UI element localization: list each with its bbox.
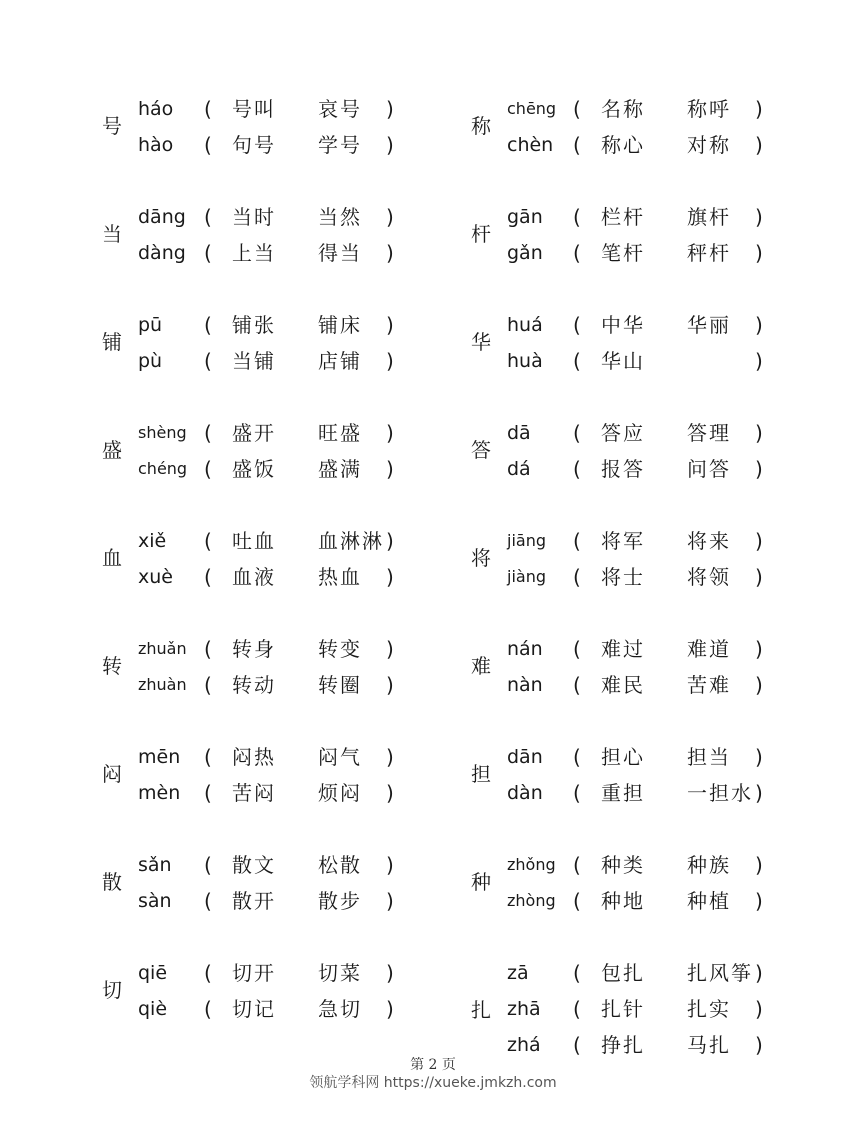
example-word: 闷热 [232,745,276,769]
example-word: 重担 [601,781,645,805]
pinyin: nán [507,638,543,660]
close-paren: ) [386,241,394,265]
example-word: 答理 [687,421,731,445]
example-word: 秤杆 [687,241,731,265]
example-word: 当铺 [232,349,276,373]
example-word: 马扎 [687,1033,731,1057]
reading-row [98,132,488,158]
example-word: 苦难 [687,673,731,697]
example-word: 名称 [601,97,645,121]
pinyin: dān [507,746,543,768]
close-paren: ) [386,421,394,445]
open-paren: ( [204,997,212,1021]
reading-row [98,564,488,590]
reading-row [467,312,857,338]
close-paren: ) [755,673,763,697]
pinyin: chéng [138,459,188,478]
reading-row [467,348,857,374]
entry-char: 称 [471,114,491,138]
example-word: 铺张 [232,313,276,337]
open-paren: ( [204,241,212,265]
example-word: 担心 [601,745,645,769]
pinyin: zhuǎn [138,639,187,658]
pinyin: háo [138,98,174,120]
pinyin: zā [507,962,529,984]
close-paren: ) [755,313,763,337]
close-paren: ) [386,853,394,877]
entry-char: 当 [102,222,122,246]
open-paren: ( [204,781,212,805]
entry-char: 号 [102,114,122,138]
entry-char: 盛 [102,438,122,462]
reading-row [98,348,488,374]
example-word: 扎风筝 [687,961,753,985]
pinyin: sǎn [138,854,172,876]
close-paren: ) [755,997,763,1021]
close-paren: ) [386,889,394,913]
open-paren: ( [204,637,212,661]
reading-row [98,312,488,338]
example-word: 难民 [601,673,645,697]
reading-row [98,888,488,914]
close-paren: ) [386,781,394,805]
open-paren: ( [204,889,212,913]
open-paren: ( [573,349,581,373]
pinyin: mèn [138,782,181,804]
reading-row [98,204,488,230]
open-paren: ( [573,241,581,265]
pinyin: jiāng [507,531,546,550]
open-paren: ( [573,529,581,553]
close-paren: ) [386,673,394,697]
close-paren: ) [755,1033,763,1057]
open-paren: ( [204,421,212,445]
reading-row [467,888,857,914]
reading-row [467,672,857,698]
entry-char: 血 [102,546,122,570]
close-paren: ) [386,349,394,373]
pinyin: dā [507,422,531,444]
reading-row [98,96,488,122]
open-paren: ( [573,673,581,697]
example-word: 散文 [232,853,276,877]
open-paren: ( [204,97,212,121]
open-paren: ( [573,1033,581,1057]
example-word: 切菜 [318,961,362,985]
site-watermark: 领航学科网 https://xueke.jmkzh.com [309,1075,557,1091]
pinyin: chēng [507,99,557,118]
pinyin: huà [507,350,543,372]
pinyin: shèng [138,423,187,442]
example-word: 转身 [232,637,276,661]
pinyin: gǎn [507,242,543,264]
pinyin: zhòng [507,891,556,910]
example-word: 对称 [687,133,731,157]
close-paren: ) [386,565,394,589]
reading-row [467,744,857,770]
page-number: 第 2 页 [410,1057,456,1073]
example-word: 店铺 [318,349,362,373]
open-paren: ( [573,97,581,121]
example-word: 栏杆 [601,205,645,229]
entry-12 [98,744,488,816]
pinyin: hào [138,134,174,156]
close-paren: ) [755,781,763,805]
reading-row [467,240,857,266]
reading-row [98,996,488,1022]
entry-1 [467,96,857,168]
example-word: 热血 [318,565,362,589]
close-paren: ) [755,133,763,157]
entry-14 [98,852,488,924]
example-word: 扎针 [601,997,645,1021]
example-word: 一担水 [687,781,753,805]
close-paren: ) [755,565,763,589]
close-paren: ) [386,529,394,553]
pinyin: dāng [138,206,186,228]
pinyin: dá [507,458,531,480]
entry-char: 转 [102,654,122,678]
entry-16 [98,960,488,1032]
reading-row [98,240,488,266]
example-word: 将士 [601,565,645,589]
open-paren: ( [573,421,581,445]
example-word: 种类 [601,853,645,877]
example-word: 烦闷 [318,781,362,805]
example-word: 铺床 [318,313,362,337]
example-word: 哀号 [318,97,362,121]
entry-char: 切 [102,978,122,1002]
entry-2 [98,204,488,276]
open-paren: ( [573,781,581,805]
example-word: 上当 [232,241,276,265]
reading-row [467,456,857,482]
example-word: 担当 [687,745,731,769]
entry-4 [98,312,488,384]
open-paren: ( [573,565,581,589]
example-word: 闷气 [318,745,362,769]
open-paren: ( [204,961,212,985]
pinyin: mēn [138,746,181,768]
open-paren: ( [204,313,212,337]
example-word: 血淋淋 [318,529,384,553]
example-word: 切记 [232,997,276,1021]
open-paren: ( [573,313,581,337]
entry-3 [467,204,857,276]
entry-char: 华 [471,330,491,354]
example-word: 中华 [601,313,645,337]
example-word: 盛开 [232,421,276,445]
example-word: 松散 [318,853,362,877]
entry-char: 担 [471,762,491,786]
reading-row [98,456,488,482]
close-paren: ) [755,889,763,913]
example-word: 学号 [318,133,362,157]
reading-row [467,996,857,1022]
entry-8 [98,528,488,600]
open-paren: ( [204,565,212,589]
reading-row [98,420,488,446]
example-word: 旗杆 [687,205,731,229]
open-paren: ( [204,745,212,769]
close-paren: ) [755,853,763,877]
open-paren: ( [573,205,581,229]
example-word: 将军 [601,529,645,553]
pinyin: qiē [138,962,168,984]
open-paren: ( [573,745,581,769]
example-word: 挣扎 [601,1033,645,1057]
close-paren: ) [755,457,763,481]
pinyin: zhuàn [138,675,187,694]
entry-10 [98,636,488,708]
example-word: 得当 [318,241,362,265]
close-paren: ) [386,745,394,769]
entry-5 [467,312,857,384]
example-word: 华丽 [687,313,731,337]
pinyin: dàn [507,782,543,804]
close-paren: ) [386,133,394,157]
close-paren: ) [386,313,394,337]
open-paren: ( [204,205,212,229]
entry-15 [467,852,857,924]
entry-char: 将 [471,546,491,570]
reading-row [98,780,488,806]
example-word: 句号 [232,133,276,157]
entry-11 [467,636,857,708]
reading-row [467,204,857,230]
example-word: 盛饭 [232,457,276,481]
entry-9 [467,528,857,600]
pinyin: pù [138,350,163,372]
example-word: 难道 [687,637,731,661]
reading-row [467,132,857,158]
reading-row [98,960,488,986]
example-word: 包扎 [601,961,645,985]
open-paren: ( [204,457,212,481]
pinyin: gān [507,206,543,228]
open-paren: ( [204,673,212,697]
open-paren: ( [573,133,581,157]
example-word: 当然 [318,205,362,229]
pinyin: xiě [138,530,167,552]
close-paren: ) [755,745,763,769]
entry-char: 扎 [471,998,491,1022]
reading-row [467,96,857,122]
pinyin: jiàng [507,567,546,586]
reading-row [98,672,488,698]
close-paren: ) [386,637,394,661]
example-word: 将领 [687,565,731,589]
reading-row [98,744,488,770]
entry-13 [467,744,857,816]
close-paren: ) [755,421,763,445]
close-paren: ) [755,97,763,121]
example-word: 称心 [601,133,645,157]
pinyin: pū [138,314,163,336]
example-word: 当时 [232,205,276,229]
open-paren: ( [573,853,581,877]
close-paren: ) [386,205,394,229]
close-paren: ) [755,205,763,229]
example-word: 称呼 [687,97,731,121]
close-paren: ) [755,961,763,985]
example-word: 转变 [318,637,362,661]
reading-row [98,528,488,554]
close-paren: ) [755,637,763,661]
pinyin: chèn [507,134,554,156]
open-paren: ( [204,349,212,373]
reading-row [467,636,857,662]
close-paren: ) [386,97,394,121]
entry-char: 铺 [102,330,122,354]
open-paren: ( [573,961,581,985]
pinyin: xuè [138,566,173,588]
reading-row [98,636,488,662]
reading-row [467,852,857,878]
example-word: 散开 [232,889,276,913]
close-paren: ) [755,529,763,553]
example-word: 将来 [687,529,731,553]
entry-char: 杆 [471,222,491,246]
example-word: 答应 [601,421,645,445]
close-paren: ) [755,349,763,373]
reading-row [467,960,857,986]
close-paren: ) [386,997,394,1021]
reading-row [467,420,857,446]
example-word: 种地 [601,889,645,913]
open-paren: ( [573,997,581,1021]
pinyin: zhǒng [507,855,556,874]
example-word: 扎实 [687,997,731,1021]
pinyin: qiè [138,998,168,1020]
example-word: 散步 [318,889,362,913]
open-paren: ( [573,457,581,481]
pinyin: huá [507,314,543,336]
example-word: 旺盛 [318,421,362,445]
open-paren: ( [573,889,581,913]
pinyin: zhá [507,1034,541,1056]
close-paren: ) [386,961,394,985]
reading-row [98,852,488,878]
example-word: 切开 [232,961,276,985]
example-word: 笔杆 [601,241,645,265]
example-word: 华山 [601,349,645,373]
entry-char: 种 [471,870,491,894]
example-word: 种植 [687,889,731,913]
entry-char: 答 [471,438,491,462]
pinyin: sàn [138,890,172,912]
example-word: 转动 [232,673,276,697]
example-word: 报答 [601,457,645,481]
example-word: 急切 [318,997,362,1021]
open-paren: ( [204,133,212,157]
entry-char: 难 [471,654,491,678]
entry-17 [467,960,857,1068]
example-word: 盛满 [318,457,362,481]
entry-char: 散 [102,870,122,894]
pinyin: dàng [138,242,186,264]
example-word: 难过 [601,637,645,661]
example-word: 血液 [232,565,276,589]
entry-6 [98,420,488,492]
example-word: 号叫 [232,97,276,121]
close-paren: ) [386,457,394,481]
pinyin: zhā [507,998,541,1020]
reading-row [467,564,857,590]
entry-0 [98,96,488,168]
open-paren: ( [204,529,212,553]
entry-7 [467,420,857,492]
example-word: 转圈 [318,673,362,697]
example-word: 苦闷 [232,781,276,805]
close-paren: ) [755,241,763,265]
reading-row [467,528,857,554]
example-word: 种族 [687,853,731,877]
entry-char: 闷 [102,762,122,786]
reading-row [467,780,857,806]
pinyin: nàn [507,674,543,696]
example-word: 问答 [687,457,731,481]
example-word: 吐血 [232,529,276,553]
open-paren: ( [204,853,212,877]
open-paren: ( [573,637,581,661]
